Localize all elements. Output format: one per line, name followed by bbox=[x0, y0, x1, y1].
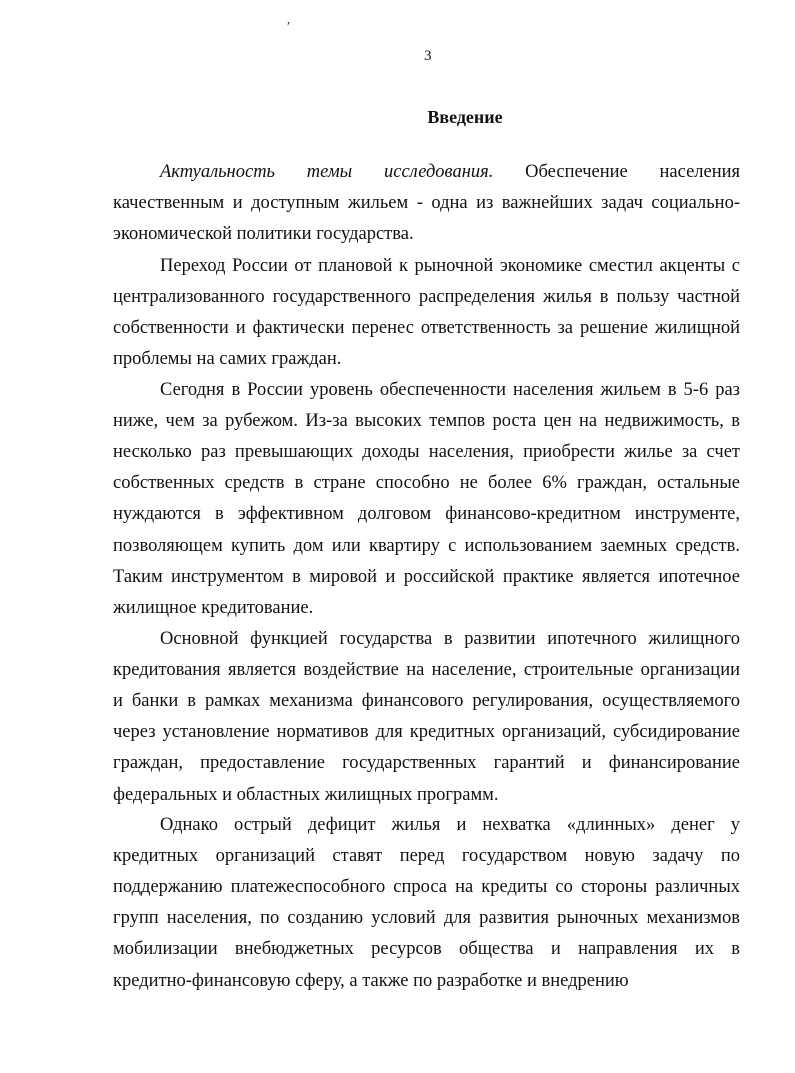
text-line: Актуальность темы исследования. Обеспечение населения bbox=[160, 162, 741, 182]
text-line: кредитных организаций ставят перед государством новую задачу по bbox=[113, 846, 740, 867]
text-line: Основной функцией государства в развитии ипотечного жилищного bbox=[160, 629, 740, 649]
lead-italic-word: Актуальность bbox=[160, 162, 275, 182]
lead-italic-word: темы bbox=[306, 162, 353, 182]
text-line: собственных средств в стране способно не более 6% граждан, остальные bbox=[113, 473, 740, 494]
text-line: федеральных и областных жилищных программ. bbox=[113, 784, 499, 805]
text-line: жилищное кредитование. bbox=[113, 597, 314, 618]
text-line: собственности и фактически перенес ответственность за решение жилищной bbox=[113, 318, 740, 339]
text-line: и банки в рамках механизма финансового регулирования, осуществляемого bbox=[113, 691, 740, 712]
scan-mark: , bbox=[287, 12, 290, 26]
text-line: нуждаются в эффективном долговом финансово-кредитном инструменте, bbox=[113, 504, 740, 525]
text-line: кредитно-финансовую сферу, а также по разработке и внедрению bbox=[113, 970, 629, 991]
text-line: Однако острый дефицит жилья и нехватка «длинных» денег у bbox=[160, 815, 740, 835]
text-line: через установление нормативов для кредитных организаций, субсидирование bbox=[113, 722, 740, 743]
lead-italic-word: исследования. bbox=[384, 162, 494, 182]
text-line: кредитования является воздействие на население, строительные организации bbox=[113, 660, 740, 681]
text-line: Таким инструментом в мировой и российской практике является ипотечное bbox=[113, 566, 740, 587]
text-line: проблемы на самих граждан. bbox=[113, 349, 342, 370]
text-line: групп населения, по созданию условий для развития рыночных механизмов bbox=[113, 908, 740, 929]
page-number: 3 bbox=[424, 48, 432, 64]
text-line: позволяющем купить дом или квартиру с использованием заемных средств. bbox=[113, 535, 740, 556]
section-title: Введение bbox=[427, 107, 503, 127]
text-line: ниже, чем за рубежом. Из-за высоких темпов роста цен на недвижимость, в bbox=[113, 411, 740, 432]
text-line: мобилизации внебюджетных ресурсов общества и направления их в bbox=[113, 939, 740, 960]
text-line: экономической политики государства. bbox=[113, 224, 414, 245]
text-line: Сегодня в России уровень обеспеченности населения жильем в 5-6 раз bbox=[160, 380, 740, 400]
text-line: централизованного государственного распределения жилья в пользу частной bbox=[113, 287, 740, 308]
text-line: граждан, предоставление государственных гарантий и финансирование bbox=[113, 753, 740, 774]
text-line: качественным и доступным жильем - одна из важнейших задач социально- bbox=[113, 193, 740, 214]
text-line: несколько раз превышающих доходы населения, приобрести жилье за счет bbox=[113, 442, 740, 463]
text-line: Переход России от плановой к рыночной экономике сместил акценты с bbox=[160, 256, 740, 276]
text-line: поддержанию платежеспособного спроса на кредиты со стороны различных bbox=[113, 877, 740, 898]
